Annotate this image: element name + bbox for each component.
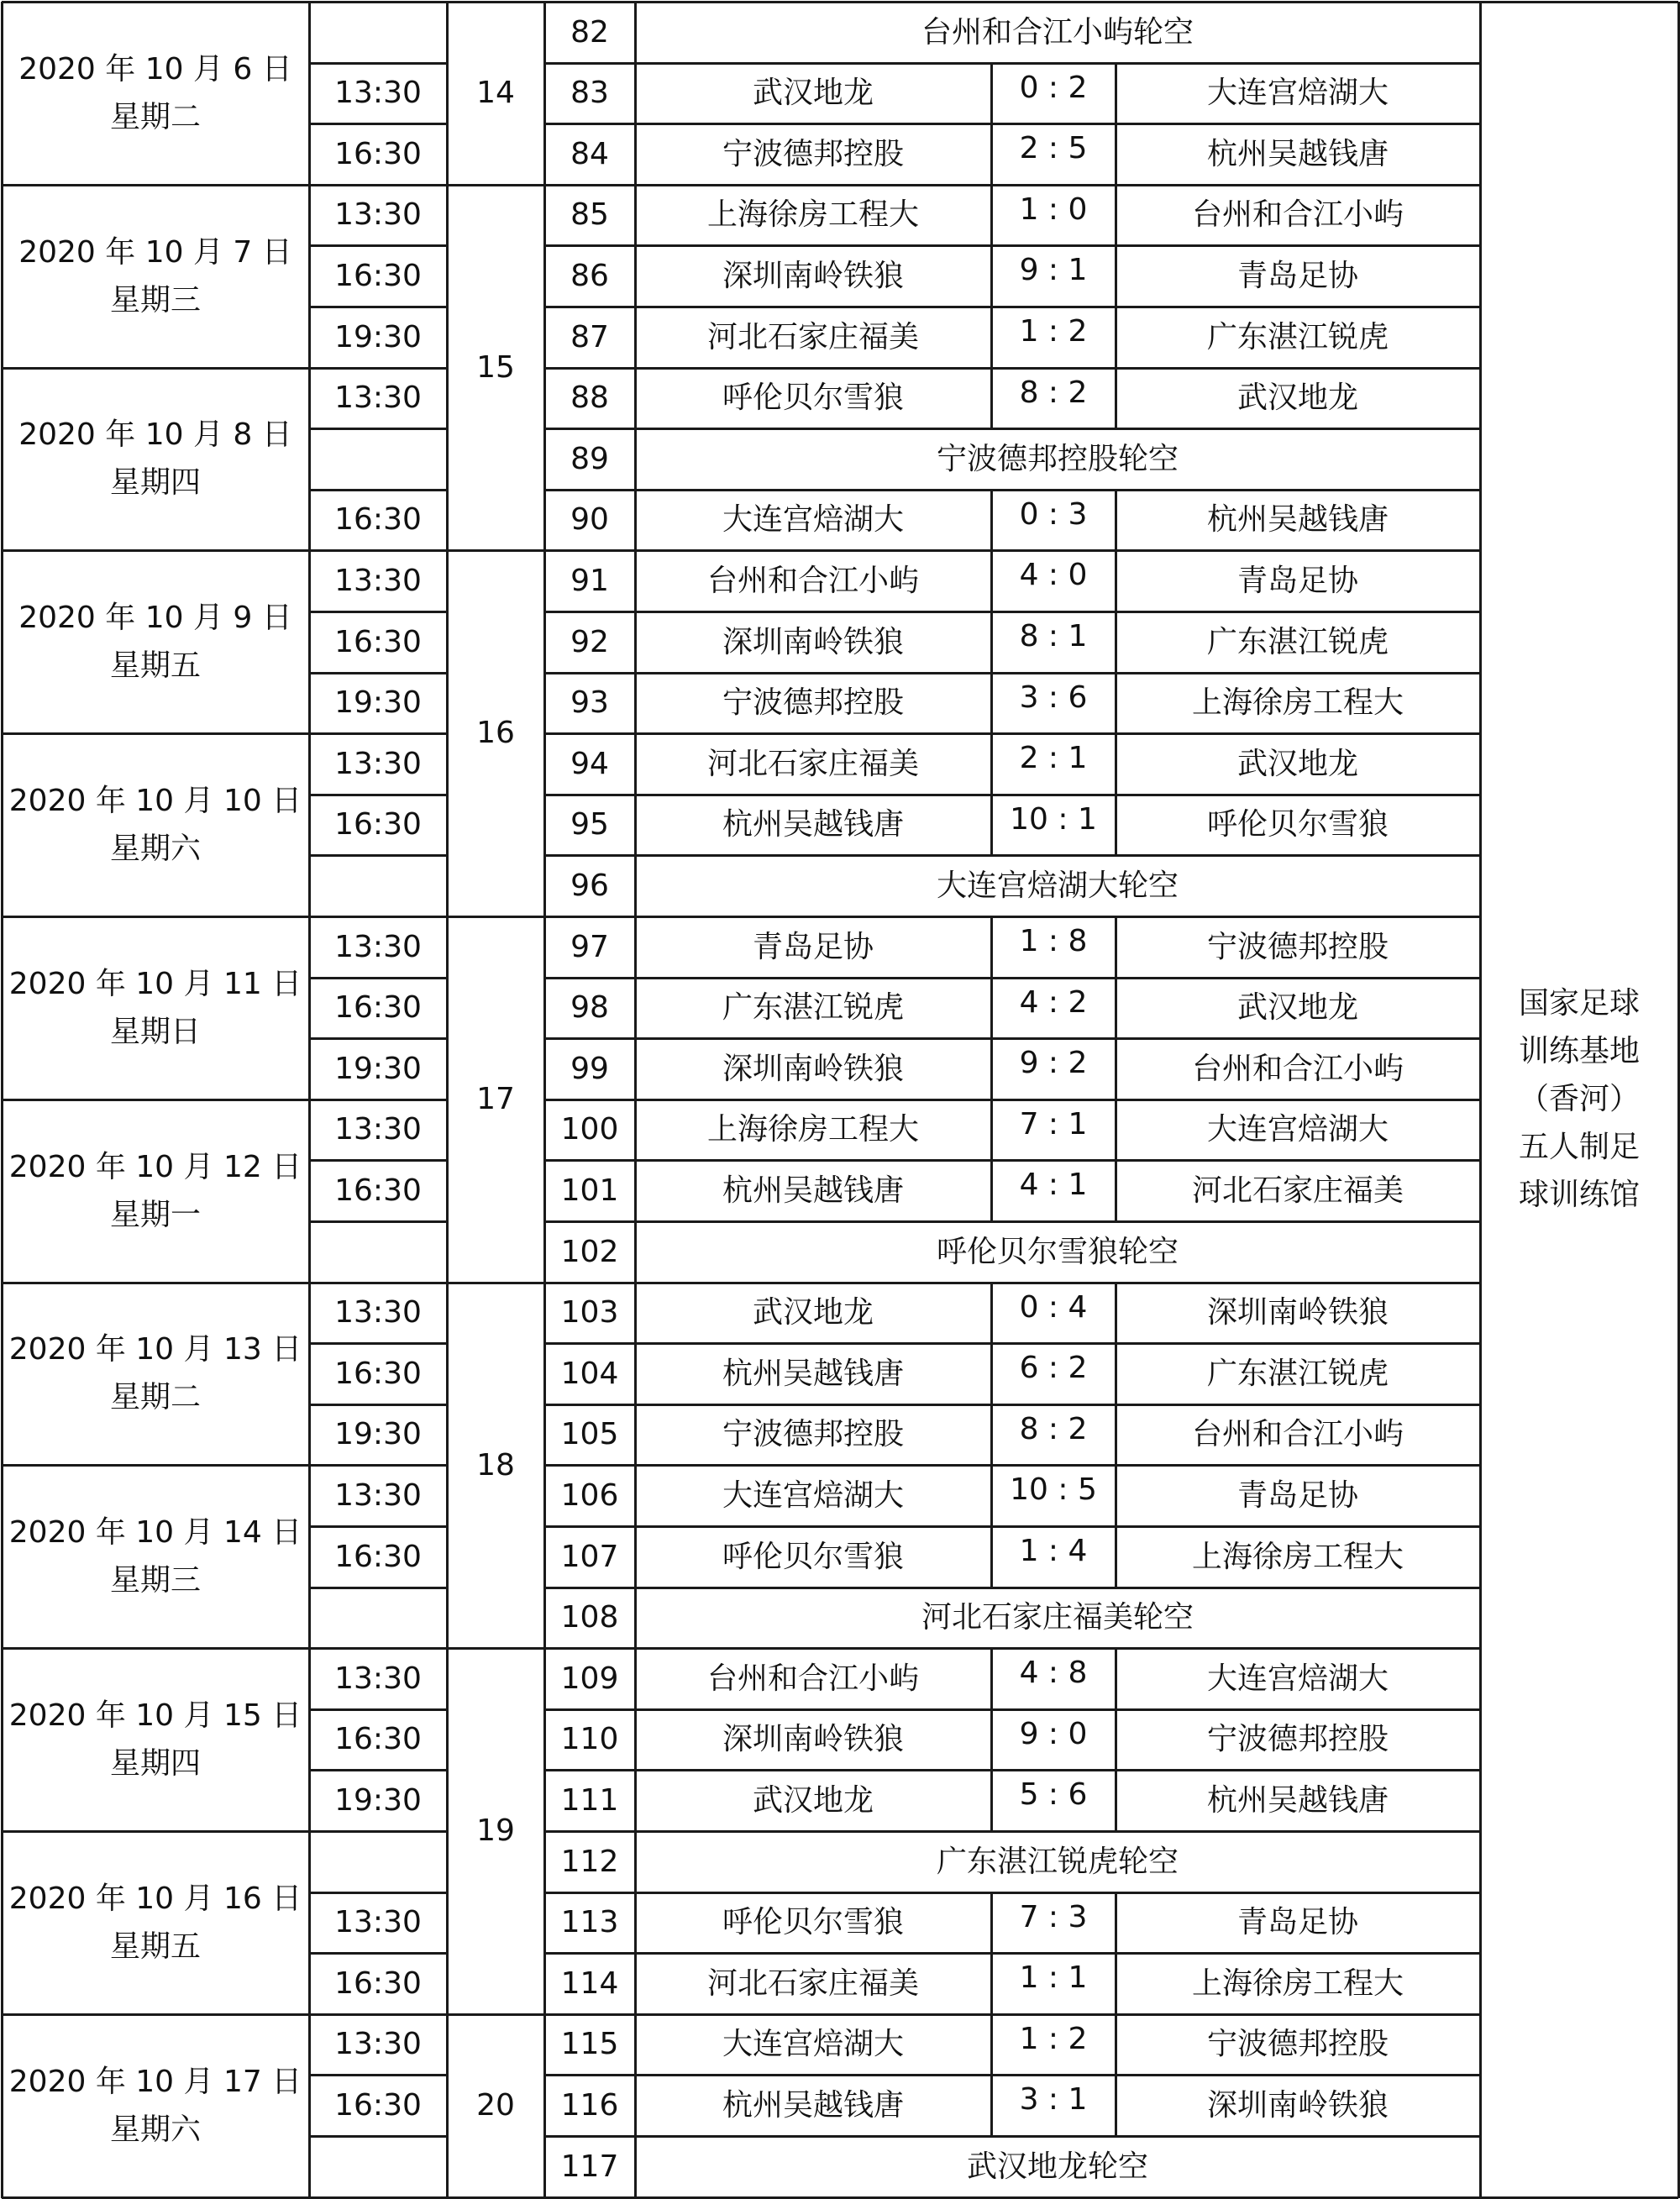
away-team: 河北石家庄福美 xyxy=(1191,1173,1404,1208)
date-cell xyxy=(2,1831,309,2014)
date-cell xyxy=(2,185,309,368)
away-team: 深圳南岭铁狼 xyxy=(1206,2087,1389,2123)
bye-team: 河北石家庄福美轮空 xyxy=(921,1600,1194,1635)
match-number: 102 xyxy=(560,1234,619,1269)
away-team: 武汉地龙 xyxy=(1236,746,1358,781)
away-team: 台州和合江小屿 xyxy=(1191,197,1404,233)
table-rule xyxy=(2,2196,309,2199)
kickoff-time: 19:30 xyxy=(334,1782,422,1818)
bye-team: 台州和合江小屿轮空 xyxy=(921,14,1194,50)
match-score: 10 : 1 xyxy=(1010,801,1097,837)
match-number: 108 xyxy=(560,1600,619,1635)
match-number: 97 xyxy=(570,929,609,964)
match-date: 2020 年 10 月 16 日 xyxy=(8,1881,302,1916)
match-number: 103 xyxy=(560,1295,619,1330)
match-number: 82 xyxy=(570,14,609,50)
kickoff-time: 13:30 xyxy=(334,1661,422,1696)
kickoff-time: 13:30 xyxy=(334,380,422,416)
match-score: 4 : 8 xyxy=(1019,1656,1088,1691)
away-team: 上海徐房工程大 xyxy=(1191,1965,1404,2001)
match-number: 104 xyxy=(560,1356,619,1391)
date-cell xyxy=(2,2,309,185)
match-weekday: 星期日 xyxy=(109,1014,201,1049)
kickoff-time: 13:30 xyxy=(334,1295,422,1330)
match-score: 5 : 6 xyxy=(1019,1777,1088,1813)
match-number: 100 xyxy=(560,1112,619,1147)
kickoff-time: 16:30 xyxy=(334,1356,422,1391)
kickoff-time: 13:30 xyxy=(334,746,422,781)
home-team: 呼伦贝尔雪狼 xyxy=(722,380,904,416)
match-date: 2020 年 10 月 7 日 xyxy=(18,234,292,270)
home-team: 台州和合江小屿 xyxy=(706,563,919,598)
match-score: 1 : 2 xyxy=(1019,2021,1088,2056)
match-number: 95 xyxy=(570,807,609,842)
match-score: 9 : 2 xyxy=(1019,1046,1088,1081)
match-weekday: 星期五 xyxy=(109,1929,201,1964)
kickoff-time: 16:30 xyxy=(334,1173,422,1208)
kickoff-time: 19:30 xyxy=(334,1051,422,1086)
match-weekday: 星期六 xyxy=(109,2112,201,2147)
table-rule xyxy=(447,2196,544,2199)
match-date: 2020 年 10 月 6 日 xyxy=(18,51,292,87)
away-team: 台州和合江小屿 xyxy=(1191,1051,1404,1086)
kickoff-time: 19:30 xyxy=(334,319,422,354)
home-team: 武汉地龙 xyxy=(752,76,874,111)
kickoff-time: 16:30 xyxy=(334,502,422,538)
match-date: 2020 年 10 月 11 日 xyxy=(8,966,302,1001)
round-number: 16 xyxy=(476,716,515,751)
date-cell xyxy=(2,916,309,1100)
round-number: 20 xyxy=(476,2087,515,2123)
away-team: 青岛足协 xyxy=(1236,1905,1358,1940)
date-cell xyxy=(2,368,309,551)
home-team: 台州和合江小屿 xyxy=(706,1661,919,1696)
match-score: 8 : 2 xyxy=(1019,1411,1088,1446)
match-number: 98 xyxy=(570,990,609,1026)
away-team: 台州和合江小屿 xyxy=(1191,1417,1404,1452)
match-number: 86 xyxy=(570,258,609,293)
match-number: 105 xyxy=(560,1417,619,1452)
home-team: 大连宫焙湖大 xyxy=(722,502,904,538)
home-team: 深圳南岭铁狼 xyxy=(722,624,904,659)
kickoff-time: 16:30 xyxy=(334,624,422,659)
kickoff-time: 16:30 xyxy=(334,2087,422,2123)
home-team: 宁波德邦控股 xyxy=(722,136,904,171)
away-team: 大连宫焙湖大 xyxy=(1206,1112,1389,1147)
away-team: 上海徐房工程大 xyxy=(1191,1539,1404,1574)
kickoff-time: 13:30 xyxy=(334,2027,422,2062)
match-score: 9 : 0 xyxy=(1019,1716,1088,1751)
home-team: 河北石家庄福美 xyxy=(706,746,919,781)
home-team: 宁波德邦控股 xyxy=(722,1417,904,1452)
match-weekday: 星期六 xyxy=(109,832,201,867)
match-score: 4 : 1 xyxy=(1019,1168,1088,1203)
home-team: 杭州吴越钱唐 xyxy=(722,1173,904,1208)
round-number: 15 xyxy=(476,349,515,385)
home-team: 大连宫焙湖大 xyxy=(722,2027,904,2062)
match-score: 0 : 2 xyxy=(1019,70,1088,105)
venue-cell xyxy=(1480,2,1678,2197)
venue-line: 训练基地 xyxy=(1518,1034,1640,1069)
kickoff-time: 13:30 xyxy=(334,1477,422,1513)
match-number: 107 xyxy=(560,1539,619,1574)
match-number: 101 xyxy=(560,1173,619,1208)
match-score: 3 : 1 xyxy=(1019,2082,1088,2118)
home-team: 深圳南岭铁狼 xyxy=(722,258,904,293)
match-weekday: 星期五 xyxy=(109,648,201,684)
date-cell xyxy=(2,1100,309,1283)
home-team: 呼伦贝尔雪狼 xyxy=(722,1905,904,1940)
away-team: 杭州吴越钱唐 xyxy=(1206,136,1389,171)
away-team: 广东湛江锐虎 xyxy=(1206,319,1389,354)
bye-team: 武汉地龙轮空 xyxy=(966,2149,1148,2184)
home-team: 杭州吴越钱唐 xyxy=(722,2087,904,2123)
date-cell xyxy=(2,733,309,916)
match-score: 1 : 4 xyxy=(1019,1534,1088,1568)
match-number: 84 xyxy=(570,136,609,171)
round-number: 17 xyxy=(476,1082,515,1116)
match-weekday: 星期一 xyxy=(109,1197,201,1232)
kickoff-time: 19:30 xyxy=(334,1417,422,1452)
match-number: 90 xyxy=(570,502,609,538)
round-number: 14 xyxy=(476,76,515,111)
away-team: 深圳南岭铁狼 xyxy=(1206,1295,1389,1330)
kickoff-time: 16:30 xyxy=(334,136,422,171)
match-number: 96 xyxy=(570,868,609,903)
home-team: 青岛足协 xyxy=(752,929,874,964)
match-number: 91 xyxy=(570,563,609,598)
match-date: 2020 年 10 月 10 日 xyxy=(8,784,302,819)
home-team: 深圳南岭铁狼 xyxy=(722,1722,904,1757)
kickoff-time: 16:30 xyxy=(334,1965,422,2001)
match-score: 4 : 0 xyxy=(1019,558,1088,593)
match-weekday: 星期四 xyxy=(109,1746,201,1782)
away-team: 武汉地龙 xyxy=(1236,380,1358,416)
match-weekday: 星期二 xyxy=(109,99,201,134)
date-cell xyxy=(2,1648,309,1831)
home-team: 上海徐房工程大 xyxy=(706,1112,919,1147)
home-team: 呼伦贝尔雪狼 xyxy=(722,1539,904,1574)
match-number: 106 xyxy=(560,1477,619,1513)
home-team: 武汉地龙 xyxy=(752,1295,874,1330)
away-team: 大连宫焙湖大 xyxy=(1206,1661,1389,1696)
away-team: 武汉地龙 xyxy=(1236,990,1358,1026)
match-number: 116 xyxy=(560,2087,619,2123)
match-date: 2020 年 10 月 8 日 xyxy=(18,417,292,453)
home-team: 河北石家庄福美 xyxy=(706,1965,919,2001)
match-weekday: 星期三 xyxy=(109,282,201,318)
away-team: 杭州吴越钱唐 xyxy=(1206,1782,1389,1818)
match-score: 9 : 1 xyxy=(1019,253,1088,288)
away-team: 宁波德邦控股 xyxy=(1206,2027,1389,2062)
match-number: 99 xyxy=(570,1051,609,1086)
match-number: 93 xyxy=(570,685,609,721)
date-cell xyxy=(2,2014,309,2197)
match-score: 4 : 2 xyxy=(1019,984,1088,1020)
home-team: 河北石家庄福美 xyxy=(706,319,919,354)
date-cell xyxy=(2,1465,309,1648)
kickoff-time: 13:30 xyxy=(334,929,422,964)
match-score: 1 : 1 xyxy=(1019,1960,1088,1996)
bye-team: 呼伦贝尔雪狼轮空 xyxy=(936,1234,1179,1269)
match-score: 8 : 1 xyxy=(1019,619,1088,653)
match-number: 109 xyxy=(560,1661,619,1696)
away-team: 青岛足协 xyxy=(1236,563,1358,598)
table-rule xyxy=(309,2196,447,2199)
match-weekday: 星期二 xyxy=(109,1380,201,1415)
away-team: 广东湛江锐虎 xyxy=(1206,1356,1389,1391)
match-score: 2 : 1 xyxy=(1019,741,1088,776)
match-number: 113 xyxy=(560,1905,619,1940)
match-score: 6 : 2 xyxy=(1019,1351,1088,1386)
match-date: 2020 年 10 月 17 日 xyxy=(8,2064,302,2099)
kickoff-time: 13:30 xyxy=(334,563,422,598)
match-number: 92 xyxy=(570,624,609,659)
venue-line: （香河） xyxy=(1518,1082,1640,1117)
match-weekday: 星期三 xyxy=(109,1563,201,1598)
home-team: 大连宫焙湖大 xyxy=(722,1477,904,1513)
match-score: 2 : 5 xyxy=(1019,131,1088,166)
kickoff-time: 16:30 xyxy=(334,1722,422,1757)
kickoff-time: 13:30 xyxy=(334,1112,422,1147)
match-number: 88 xyxy=(570,380,609,416)
match-number: 114 xyxy=(560,1965,619,2001)
match-score: 10 : 5 xyxy=(1010,1472,1097,1508)
away-team: 杭州吴越钱唐 xyxy=(1206,502,1389,538)
match-date: 2020 年 10 月 12 日 xyxy=(8,1149,302,1184)
kickoff-time: 16:30 xyxy=(334,807,422,842)
away-team: 宁波德邦控股 xyxy=(1206,929,1389,964)
round-number: 19 xyxy=(476,1813,515,1849)
venue-line: 球训练馆 xyxy=(1518,1178,1640,1213)
date-cell xyxy=(2,550,309,733)
kickoff-time: 19:30 xyxy=(334,685,422,721)
match-score: 3 : 6 xyxy=(1019,680,1088,715)
away-team: 上海徐房工程大 xyxy=(1191,685,1404,721)
match-number: 83 xyxy=(570,76,609,111)
match-number: 87 xyxy=(570,319,609,354)
match-date: 2020 年 10 月 9 日 xyxy=(18,601,292,636)
match-number: 94 xyxy=(570,746,609,781)
match-score: 1 : 2 xyxy=(1019,314,1088,349)
away-team: 青岛足协 xyxy=(1236,1477,1358,1513)
match-number: 111 xyxy=(560,1782,619,1818)
match-score: 1 : 0 xyxy=(1019,192,1088,227)
match-score: 0 : 4 xyxy=(1019,1289,1088,1325)
match-date: 2020 年 10 月 14 日 xyxy=(8,1515,302,1551)
home-team: 上海徐房工程大 xyxy=(706,197,919,233)
kickoff-time: 13:30 xyxy=(334,197,422,233)
match-score: 1 : 8 xyxy=(1019,924,1088,958)
match-weekday: 星期四 xyxy=(109,465,201,501)
away-team: 青岛足协 xyxy=(1236,258,1358,293)
kickoff-time: 16:30 xyxy=(334,1539,422,1574)
match-number: 89 xyxy=(570,441,609,476)
match-number: 112 xyxy=(560,1844,619,1879)
kickoff-time: 16:30 xyxy=(334,990,422,1026)
match-date: 2020 年 10 月 15 日 xyxy=(8,1698,302,1734)
match-number: 117 xyxy=(560,2149,619,2184)
match-number: 110 xyxy=(560,1722,619,1757)
away-team: 宁波德邦控股 xyxy=(1206,1722,1389,1757)
home-team: 武汉地龙 xyxy=(752,1782,874,1818)
venue-line: 五人制足 xyxy=(1518,1130,1640,1165)
date-cell xyxy=(2,1283,309,1466)
match-number: 115 xyxy=(560,2027,619,2062)
kickoff-time: 16:30 xyxy=(334,258,422,293)
away-team: 大连宫焙湖大 xyxy=(1206,76,1389,111)
kickoff-time: 13:30 xyxy=(334,1905,422,1940)
match-number: 85 xyxy=(570,197,609,233)
match-score: 7 : 1 xyxy=(1019,1106,1088,1141)
bye-team: 大连宫焙湖大轮空 xyxy=(936,868,1179,903)
bye-team: 广东湛江锐虎轮空 xyxy=(936,1844,1179,1879)
round-number: 18 xyxy=(476,1447,515,1483)
match-score: 8 : 2 xyxy=(1019,375,1088,410)
away-team: 广东湛江锐虎 xyxy=(1206,624,1389,659)
bye-team: 宁波德邦控股轮空 xyxy=(936,441,1179,476)
match-date: 2020 年 10 月 13 日 xyxy=(8,1332,302,1367)
kickoff-time: 13:30 xyxy=(334,76,422,111)
match-score: 0 : 3 xyxy=(1019,496,1088,532)
home-team: 深圳南岭铁狼 xyxy=(722,1051,904,1086)
away-team: 呼伦贝尔雪狼 xyxy=(1206,807,1389,842)
match-score: 7 : 3 xyxy=(1019,1899,1088,1934)
home-team: 宁波德邦控股 xyxy=(722,685,904,721)
venue-line: 国家足球 xyxy=(1518,986,1640,1021)
home-team: 杭州吴越钱唐 xyxy=(722,807,904,842)
home-team: 广东湛江锐虎 xyxy=(722,990,904,1026)
home-team: 杭州吴越钱唐 xyxy=(722,1356,904,1391)
table-rule xyxy=(309,1,447,3)
